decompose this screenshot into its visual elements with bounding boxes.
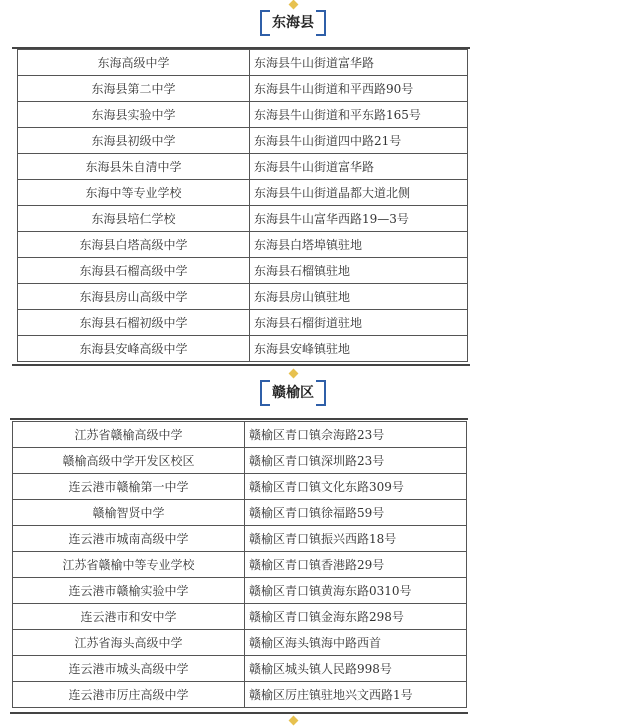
school-name-cell: 江苏省赣榆中等专业学校 — [13, 552, 245, 578]
school-name-cell: 东海县朱自清中学 — [18, 154, 250, 180]
table-row — [13, 474, 467, 500]
table-row — [13, 604, 467, 630]
school-name-cell: 东海县培仁学校 — [18, 206, 250, 232]
school-name-cell: 江苏省海头高级中学 — [13, 630, 245, 656]
table-row — [13, 630, 467, 656]
section-title-text: 东海县 — [272, 15, 314, 31]
school-name-cell: 连云港市赣榆实验中学 — [13, 578, 245, 604]
table-row — [13, 552, 467, 578]
school-address-cell: 东海县安峰镇驻地 — [250, 336, 468, 362]
school-table-ganyu — [12, 421, 467, 708]
table-row — [18, 180, 468, 206]
table-top-rule — [10, 418, 468, 420]
school-name-cell: 东海县初级中学 — [18, 128, 250, 154]
school-name-cell: 连云港市城头高级中学 — [13, 656, 245, 682]
school-name-cell: 赣榆高级中学开发区校区 — [13, 448, 245, 474]
school-address-cell: 赣榆区青口镇佘海路23号 — [245, 422, 467, 448]
table-row — [18, 336, 468, 362]
school-name-cell: 东海县安峰高级中学 — [18, 336, 250, 362]
table-row — [18, 102, 468, 128]
school-name-cell: 东海县石榴高级中学 — [18, 258, 250, 284]
school-name-cell: 赣榆智贤中学 — [13, 500, 245, 526]
school-address-cell: 赣榆区青口镇金海东路298号 — [245, 604, 467, 630]
school-address-cell: 东海县石榴镇驻地 — [250, 258, 468, 284]
school-name-cell: 东海县实验中学 — [18, 102, 250, 128]
school-address-cell: 赣榆区青口镇深圳路23号 — [245, 448, 467, 474]
school-address-cell: 赣榆区青口镇香港路29号 — [245, 552, 467, 578]
table-row — [18, 128, 468, 154]
school-address-cell: 东海县白塔埠镇驻地 — [250, 232, 468, 258]
ornament-diamond-icon — [289, 716, 299, 726]
table-row — [13, 500, 467, 526]
school-address-cell: 东海县牛山街道富华路 — [250, 154, 468, 180]
school-address-cell: 赣榆区青口镇黄海东路0310号 — [245, 578, 467, 604]
table-bottom-rule — [10, 712, 468, 714]
school-address-cell: 东海县牛山街道富华路 — [250, 50, 468, 76]
table-row — [13, 656, 467, 682]
school-name-cell: 江苏省赣榆高级中学 — [13, 422, 245, 448]
school-address-cell: 赣榆区青口镇文化东路309号 — [245, 474, 467, 500]
school-name-cell: 东海县房山高级中学 — [18, 284, 250, 310]
table-row — [13, 422, 467, 448]
school-address-cell: 赣榆区青口镇振兴西路18号 — [245, 526, 467, 552]
school-address-cell: 东海县石榴街道驻地 — [250, 310, 468, 336]
school-address-cell: 东海县牛山街道四中路21号 — [250, 128, 468, 154]
school-address-cell: 东海县牛山街道晶都大道北侧 — [250, 180, 468, 206]
table-row — [18, 310, 468, 336]
table-row — [13, 578, 467, 604]
school-name-cell: 东海高级中学 — [18, 50, 250, 76]
school-address-cell: 赣榆区城头镇人民路998号 — [245, 656, 467, 682]
section-title — [260, 10, 326, 36]
school-address-cell: 赣榆区青口镇徐福路59号 — [245, 500, 467, 526]
section-title-text: 赣榆区 — [272, 385, 314, 401]
ornament-diamond-icon — [289, 0, 299, 9]
school-name-cell: 连云港市赣榆第一中学 — [13, 474, 245, 500]
table-row — [13, 526, 467, 552]
school-name-cell: 东海中等专业学校 — [18, 180, 250, 206]
table-row — [18, 76, 468, 102]
school-address-cell: 东海县房山镇驻地 — [250, 284, 468, 310]
school-table-donghai — [17, 49, 468, 362]
school-address-cell: 东海县牛山街道和平东路165号 — [250, 102, 468, 128]
school-address-cell: 赣榆区海头镇海中路西首 — [245, 630, 467, 656]
school-address-cell: 赣榆区厉庄镇驻地兴文西路1号 — [245, 682, 467, 708]
table-row — [18, 258, 468, 284]
school-address-cell: 东海县牛山富华西路19—3号 — [250, 206, 468, 232]
section-title — [260, 380, 326, 406]
table-row — [18, 154, 468, 180]
school-name-cell: 连云港市城南高级中学 — [13, 526, 245, 552]
school-name-cell: 东海县石榴初级中学 — [18, 310, 250, 336]
table-row — [18, 50, 468, 76]
school-address-cell: 东海县牛山街道和平西路90号 — [250, 76, 468, 102]
table-row — [18, 206, 468, 232]
table-bottom-rule — [12, 364, 470, 366]
table-row — [13, 448, 467, 474]
school-name-cell: 东海县白塔高级中学 — [18, 232, 250, 258]
school-name-cell: 东海县第二中学 — [18, 76, 250, 102]
table-row — [18, 284, 468, 310]
table-row — [18, 232, 468, 258]
ornament-diamond-icon — [289, 369, 299, 379]
school-name-cell: 连云港市和安中学 — [13, 604, 245, 630]
school-name-cell: 连云港市厉庄高级中学 — [13, 682, 245, 708]
table-row — [13, 682, 467, 708]
